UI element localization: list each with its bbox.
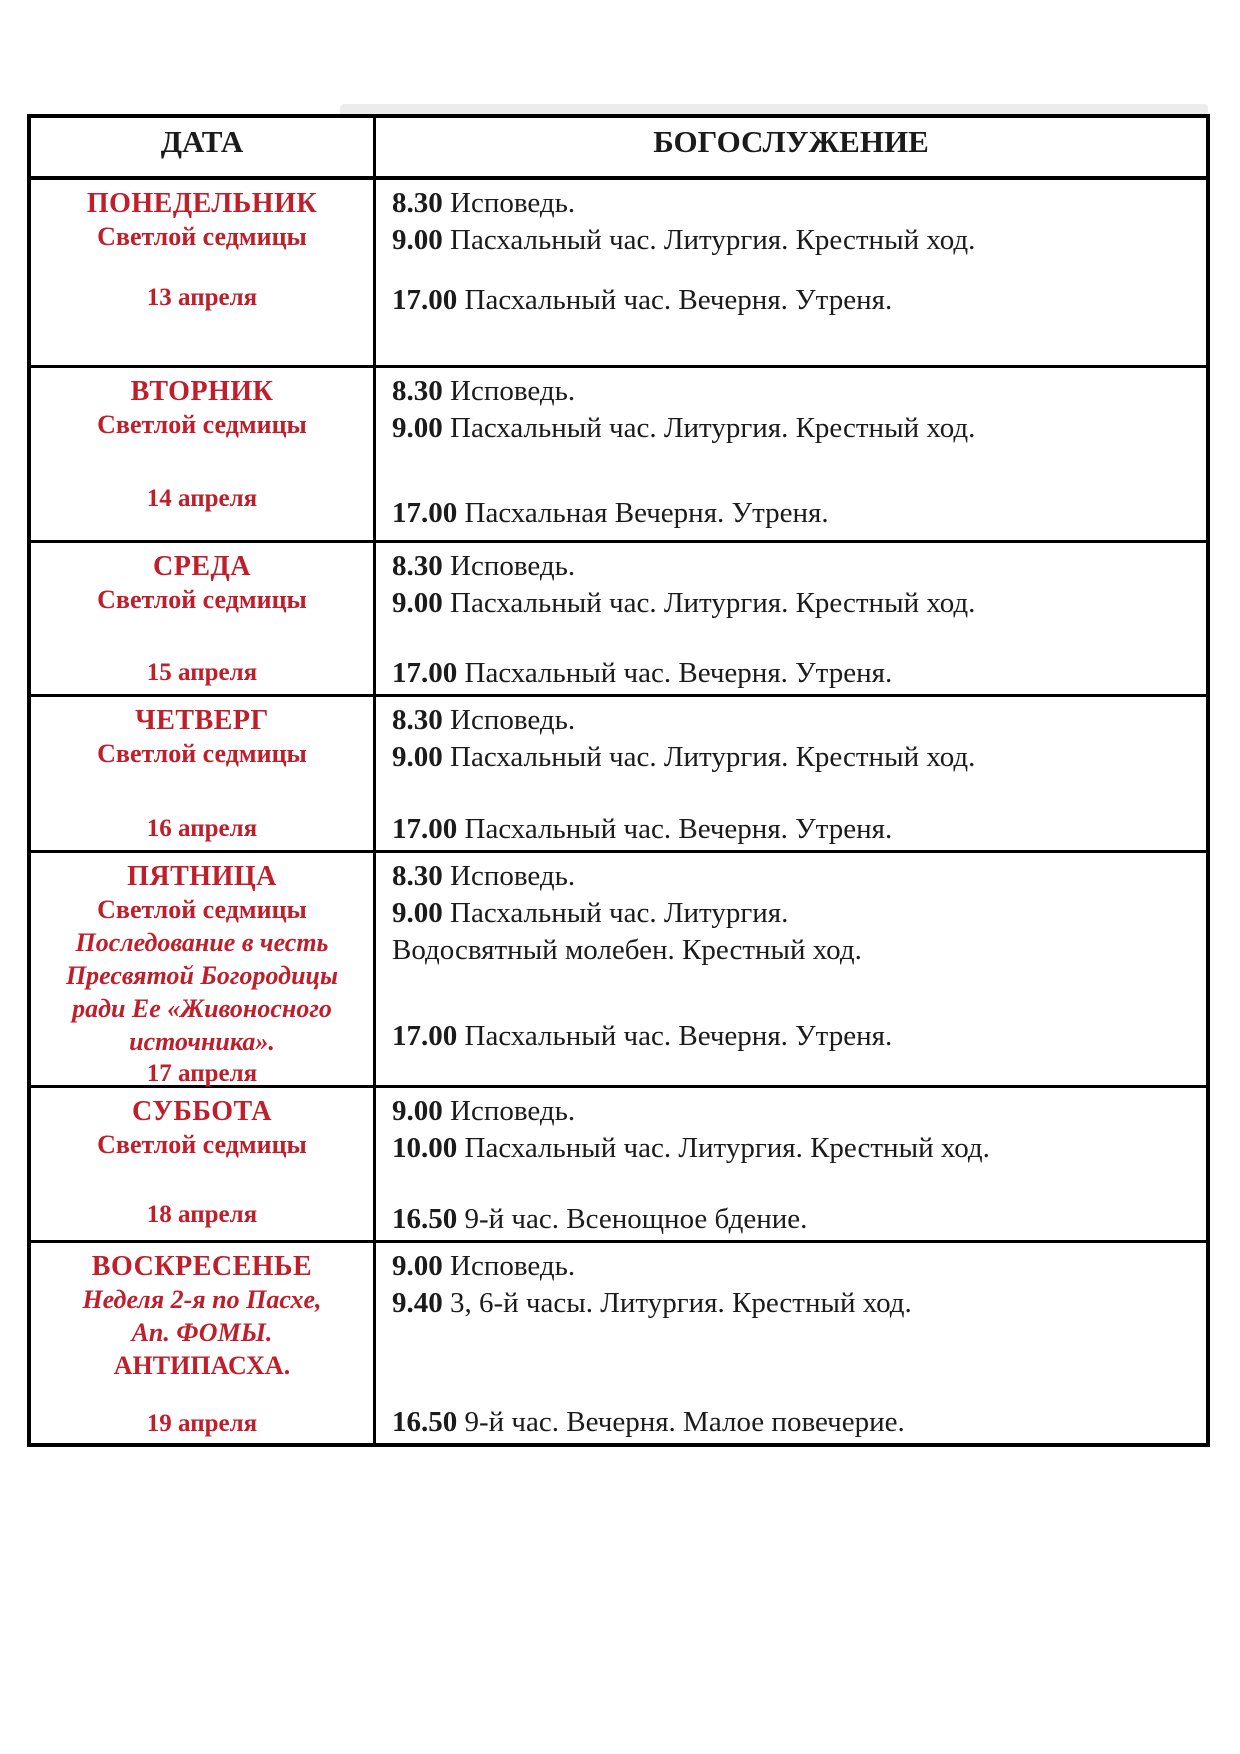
service-time: 10.00: [392, 1132, 458, 1164]
table-row: [31, 543, 1206, 697]
service-text: 9-й час. Вечерня. Малое повечерие.: [464, 1406, 905, 1438]
day-date: 18 апреля: [146, 1201, 258, 1228]
evening-services: [392, 655, 1196, 692]
header-date-column: ДАТА: [31, 118, 376, 176]
service-cell: [376, 1088, 1206, 1240]
service-line: [392, 702, 1196, 739]
service-text: Пасхальный час. Вечерня. Утреня.: [464, 284, 893, 316]
service-line: [392, 585, 1196, 622]
morning-services: [392, 373, 1196, 447]
service-cell: [376, 368, 1206, 540]
day-label: Последование в честь Пресвятой Богородицы ради Ее «Живоносного источника».: [65, 928, 339, 1056]
service-time: 9.00: [392, 1250, 443, 1282]
header-service-column: БОГОСЛУЖЕНИЕ: [653, 124, 929, 159]
service-line: [392, 185, 1196, 222]
day-name: ВОСКРЕСЕНЬЕ: [91, 1251, 313, 1282]
service-line: [392, 1285, 1196, 1322]
table-row: [31, 697, 1206, 853]
day-name: ВТОРНИК: [130, 376, 274, 407]
service-text: Пасхальный час. Литургия. Крестный ход.: [450, 587, 976, 619]
table-row: [31, 853, 1206, 1088]
date-cell: [31, 543, 376, 694]
service-time: 9.00: [392, 1095, 443, 1127]
day-date: 16 апреля: [146, 815, 258, 842]
service-text: Пасхальный час. Вечерня. Утреня.: [464, 1020, 893, 1052]
service-text: Пасхальный час. Вечерня. Утреня.: [464, 813, 893, 845]
evening-services: [392, 1404, 1196, 1441]
service-line: [392, 895, 1196, 932]
service-time: 17.00: [392, 284, 458, 316]
service-time: 16.50: [392, 1203, 458, 1235]
service-line: [392, 655, 1196, 692]
service-time: 17.00: [392, 1020, 458, 1052]
morning-services: [392, 702, 1196, 776]
evening-services: [392, 1018, 1196, 1055]
day-name: ПЯТНИЦА: [127, 861, 277, 892]
service-text: Пасхальный час. Литургия. Крестный ход.: [450, 224, 976, 256]
day-date: 17 апреля: [146, 1060, 258, 1087]
service-text: Исповедь.: [450, 550, 576, 582]
service-text: Исповедь.: [450, 187, 576, 219]
table-row: [31, 1088, 1206, 1243]
day-label: Светлой седмицы: [97, 1130, 307, 1159]
service-time: 8.30: [392, 187, 443, 219]
day-label: Неделя 2-я по Пасхе,: [82, 1285, 322, 1314]
service-line: [392, 739, 1196, 776]
morning-services: [392, 185, 1196, 259]
service-line: [392, 1130, 1196, 1167]
service-cell: [376, 853, 1206, 1085]
service-time: 9.40: [392, 1287, 443, 1319]
day-date: 14 апреля: [146, 485, 258, 512]
day-name: СРЕДА: [153, 551, 251, 582]
evening-services: [392, 282, 1196, 319]
day-label: Светлой седмицы: [97, 895, 307, 924]
service-text: Исповедь.: [450, 1095, 576, 1127]
date-cell-top: [37, 704, 367, 770]
date-cell: [31, 697, 376, 850]
service-line: [392, 1093, 1196, 1130]
service-text: Пасхальная Вечерня. Утреня.: [464, 497, 829, 529]
service-time: 8.30: [392, 550, 443, 582]
evening-services: [392, 811, 1196, 848]
service-time: 8.30: [392, 704, 443, 736]
service-text: 9-й час. Всенощное бдение.: [464, 1203, 808, 1235]
service-line: [392, 811, 1196, 848]
day-label: Светлой седмицы: [97, 410, 307, 439]
service-line: [392, 1201, 1196, 1238]
day-date: 15 апреля: [146, 659, 258, 686]
date-cell: [31, 853, 376, 1085]
service-line: [392, 222, 1196, 259]
service-text: 3, 6-й часы. Литургия. Крестный ход.: [450, 1287, 912, 1319]
date-cell-top: [37, 550, 367, 616]
schedule-table: [27, 114, 1210, 1447]
day-name: СУББОТА: [131, 1096, 272, 1127]
day-label: Светлой седмицы: [97, 585, 307, 614]
service-time: 9.00: [392, 897, 443, 929]
table-body: [31, 180, 1206, 1443]
morning-services: [392, 1248, 1196, 1322]
service-time: 9.00: [392, 587, 443, 619]
table-header-row: [31, 118, 1206, 180]
date-cell-top: [37, 1250, 367, 1382]
service-text: Исповедь.: [450, 704, 576, 736]
service-text: Исповедь.: [450, 375, 576, 407]
service-text: Водосвятный молебен. Крестный ход.: [392, 934, 862, 966]
table-row: [31, 180, 1206, 368]
day-label: Ап. ФОМЫ.: [131, 1318, 273, 1347]
service-line: [392, 1248, 1196, 1285]
service-time: 9.00: [392, 224, 443, 256]
service-line: [392, 282, 1196, 319]
service-time: 17.00: [392, 813, 458, 845]
date-cell: [31, 180, 376, 365]
day-label: Светлой седмицы: [97, 222, 307, 251]
morning-services: [392, 1093, 1196, 1167]
service-cell: [376, 1243, 1206, 1443]
service-text: Пасхальный час. Литургия. Крестный ход.: [464, 1132, 990, 1164]
service-line: [392, 410, 1196, 447]
service-time: 9.00: [392, 412, 443, 444]
service-line: [392, 1404, 1196, 1441]
day-name: ПОНЕДЕЛЬНИК: [86, 188, 318, 219]
service-line: [392, 932, 1196, 969]
day-name: ЧЕТВЕРГ: [135, 705, 269, 736]
date-cell-top: [37, 860, 367, 1058]
date-cell: [31, 1243, 376, 1443]
service-time: 16.50: [392, 1406, 458, 1438]
service-cell: [376, 180, 1206, 365]
morning-services: [392, 858, 1196, 969]
table-row: [31, 368, 1206, 543]
date-cell: [31, 1088, 376, 1240]
service-cell: [376, 697, 1206, 850]
service-line: [392, 548, 1196, 585]
date-cell: [31, 368, 376, 540]
service-text: Пасхальный час. Литургия. Крестный ход.: [450, 412, 976, 444]
service-text: Исповедь.: [450, 860, 576, 892]
table-row: [31, 1243, 1206, 1443]
service-line: [392, 858, 1196, 895]
evening-services: [392, 495, 1196, 532]
service-text: Пасхальный час. Вечерня. Утреня.: [464, 657, 893, 689]
day-date: 19 апреля: [146, 1410, 258, 1437]
service-line: [392, 495, 1196, 532]
day-label: Светлой седмицы: [97, 739, 307, 768]
service-time: 8.30: [392, 860, 443, 892]
service-time: 17.00: [392, 497, 458, 529]
service-line: [392, 373, 1196, 410]
service-time: 9.00: [392, 741, 443, 773]
date-cell-top: [37, 1095, 367, 1161]
service-text: Пасхальный час. Литургия. Крестный ход.: [450, 741, 976, 773]
evening-services: [392, 1201, 1196, 1238]
service-text: Исповедь.: [450, 1250, 576, 1282]
service-text: Пасхальный час. Литургия.: [450, 897, 789, 929]
day-label: АНТИПАСХА.: [113, 1351, 291, 1380]
date-cell-top: [37, 375, 367, 441]
date-cell-top: [37, 187, 367, 253]
service-cell: [376, 543, 1206, 694]
day-date: 13 апреля: [146, 284, 258, 311]
morning-services: [392, 548, 1196, 622]
service-line: [392, 1018, 1196, 1055]
service-time: 17.00: [392, 657, 458, 689]
service-time: 8.30: [392, 375, 443, 407]
